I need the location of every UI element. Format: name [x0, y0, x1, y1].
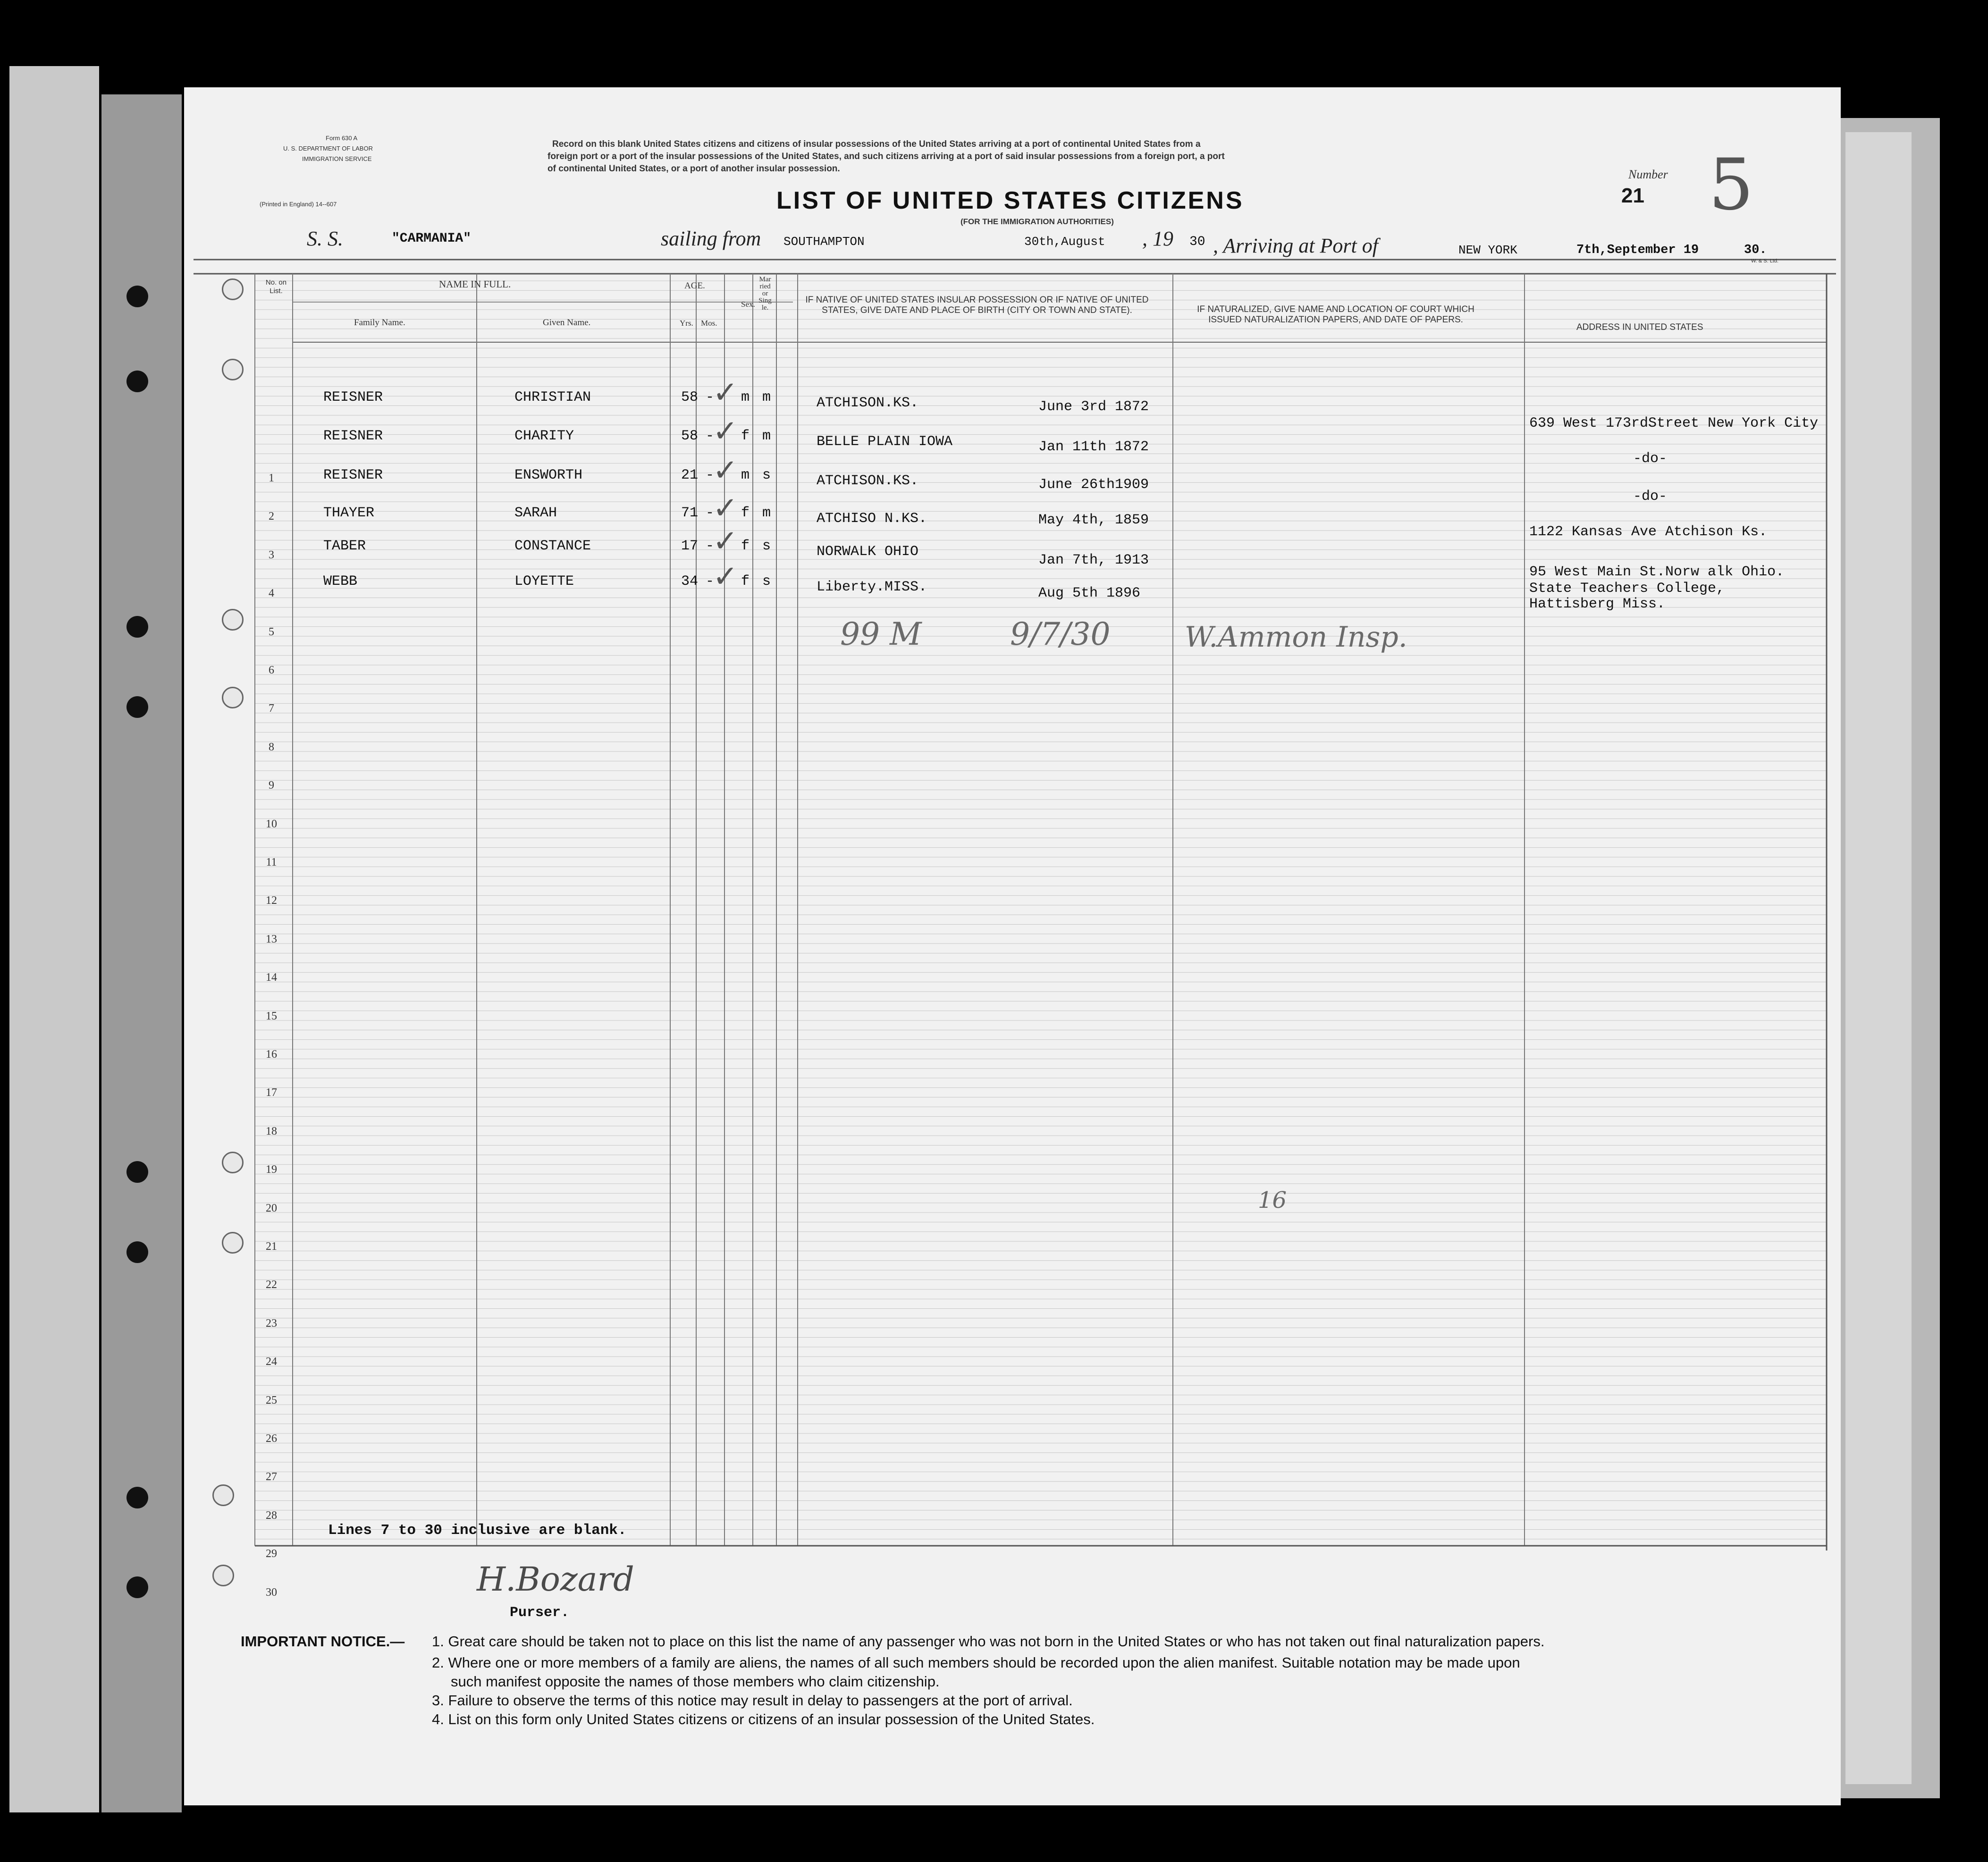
row-number: 28	[266, 1509, 277, 1522]
row-number: 12	[266, 894, 277, 907]
birthplace: Liberty.MISS.	[817, 579, 927, 595]
family-name: REISNER	[323, 389, 383, 405]
instructions-line-3: of continental United States, or a port of another insular possession.	[548, 164, 840, 174]
marital-status: m	[762, 428, 771, 444]
col-no: No. on List.	[265, 278, 287, 295]
number-handwritten: 5	[1709, 144, 1754, 226]
sailing-label: sailing from	[661, 227, 761, 250]
age-years: 71	[681, 505, 699, 521]
row-number: 27	[266, 1471, 277, 1483]
family-name: TABER	[323, 538, 366, 554]
page-stack-right-inner	[1845, 132, 1912, 1784]
marital-status: m	[762, 389, 771, 405]
birth-date: May 4th, 1859	[1038, 512, 1149, 528]
address-line-4: -do-	[1633, 489, 1668, 505]
row-number: 2	[269, 510, 274, 523]
binder-hole	[126, 1487, 148, 1508]
binder-inner	[101, 94, 182, 1812]
manifest-page	[184, 87, 1841, 1805]
age-months: -	[706, 467, 715, 483]
arrival-date: 7th,September 19	[1576, 243, 1699, 257]
address-line-6: 95 West Main St.Norw alk Ohio.	[1529, 564, 1785, 580]
punch-ring	[222, 609, 244, 631]
handwritten-sixteen: 16	[1258, 1187, 1287, 1213]
age-months: -	[706, 505, 715, 521]
row-number: 17	[266, 1087, 277, 1099]
row-number: 19	[266, 1163, 277, 1176]
sex: f	[741, 505, 750, 521]
family-name: REISNER	[323, 467, 383, 483]
row-number: 15	[266, 1010, 277, 1022]
col-yrs: Yrs.	[680, 319, 693, 328]
purser-label: Purser.	[510, 1605, 570, 1621]
sail-year: 30	[1189, 235, 1205, 249]
row-number: 3	[269, 548, 274, 561]
col-mos: Mos.	[701, 319, 717, 328]
punch-ring	[222, 687, 244, 708]
sex: f	[741, 538, 750, 554]
form-number: Form 630 A	[326, 135, 358, 142]
binder-hole	[126, 1576, 148, 1598]
number-printed: 21	[1621, 184, 1644, 207]
ss-label: S. S.	[307, 227, 343, 250]
address-line-2: 639 West 173rdStreet New York City	[1529, 415, 1819, 431]
age-years: 17	[681, 538, 699, 554]
birthplace: ATCHISON.KS.	[817, 395, 919, 411]
row-number: 26	[266, 1432, 277, 1445]
notice-item-4: 4. List on this form only United States citizens or citizens of an insular possession of the United States.	[432, 1711, 1095, 1727]
age-years: 58	[681, 428, 699, 444]
birth-date: Jan 11th 1872	[1038, 439, 1149, 455]
birth-date: June 26th1909	[1038, 477, 1149, 493]
age-months: -	[706, 428, 715, 444]
age-years: 58	[681, 389, 699, 405]
notice-heading: IMPORTANT NOTICE.—	[241, 1633, 405, 1650]
punch-ring	[222, 359, 244, 380]
ws-ltd: W. & S. Ltd.	[1751, 258, 1779, 264]
given-name: ENSWORTH	[514, 467, 583, 483]
col-address: ADDRESS IN UNITED STATES	[1576, 322, 1703, 332]
row-number: 25	[266, 1394, 277, 1407]
marital-status: m	[762, 505, 771, 521]
row-number: 8	[269, 741, 274, 753]
notice-item-2: 2. Where one or more members of a family are aliens, the names of all such members should be recorded upon the alien manifest. Suitable notation may be made upon	[432, 1654, 1520, 1671]
col-native: IF NATIVE OF UNITED STATES INSULAR POSSESSION OR IF NATIVE OF UNITED STATES, GIVE DATE AND PLACE OF BIRTH (CITY OR TOWN AND STATE).	[805, 295, 1149, 315]
birthplace: BELLE PLAIN IOWA	[817, 434, 953, 450]
birthplace: ATCHISO N.KS.	[817, 511, 927, 527]
binder-hole	[126, 286, 148, 307]
page-subtitle: (FOR THE IMMIGRATION AUTHORITIES)	[960, 217, 1114, 226]
handwritten-code: 99 M	[840, 616, 922, 652]
row-number: 7	[269, 702, 274, 715]
family-name: REISNER	[323, 428, 383, 444]
check-mark-icon: ✓	[713, 453, 738, 488]
address-extra-1: State Teachers College,	[1529, 581, 1725, 597]
row-number: 20	[266, 1202, 277, 1214]
instructions-line-1: Record on this blank United States citizens and citizens of insular possessions of the United States arriving at a port of continental United States from a	[552, 139, 1201, 149]
sex: f	[741, 428, 750, 444]
check-mark-icon: ✓	[713, 414, 738, 449]
binder-hole	[126, 371, 148, 392]
binder-hole	[126, 696, 148, 718]
check-mark-icon: ✓	[713, 559, 738, 594]
given-name: SARAH	[514, 505, 557, 521]
row-number: 13	[266, 933, 277, 945]
handwritten-date: 9/7/30	[1010, 616, 1111, 652]
row-number: 6	[269, 664, 274, 676]
arrival-year: 30.	[1744, 243, 1767, 257]
age-years: 34	[681, 573, 699, 590]
service: IMMIGRATION SERVICE	[302, 155, 372, 162]
birthplace: NORWALK OHIO	[817, 544, 919, 560]
address-line-5: 1122 Kansas Ave Atchison Ks.	[1529, 524, 1768, 540]
punch-ring	[222, 1232, 244, 1254]
check-mark-icon: ✓	[713, 375, 738, 410]
col-naturalized: IF NATURALIZED, GIVE NAME AND LOCATION OF COURT WHICH ISSUED NATURALIZATION PAPERS, AND DATE OF PAPERS.	[1197, 304, 1474, 325]
notice-item-1: 1. Great care should be taken not to place on this list the name of any passenger who was not born in the United States or who has not taken out final naturalization papers.	[432, 1633, 1545, 1650]
age-years: 21	[681, 467, 699, 483]
row-number: 9	[269, 779, 274, 792]
ruled-lines	[184, 87, 1841, 1805]
row-number: 16	[266, 1048, 277, 1061]
punch-ring	[212, 1484, 234, 1506]
row-number: 5	[269, 625, 274, 638]
row-number: 21	[266, 1240, 277, 1253]
sex: f	[741, 573, 750, 590]
row-number: 1	[269, 472, 274, 484]
age-months: -	[706, 389, 715, 405]
row-number: 29	[266, 1548, 277, 1560]
col-family-name: Family Name.	[354, 318, 405, 328]
address-extra-2: Hattisberg Miss.	[1529, 596, 1666, 612]
birthplace: ATCHISON.KS.	[817, 473, 919, 489]
row-number: 18	[266, 1125, 277, 1137]
instructions-line-2: foreign port or a port of the insular possessions of the United States, and such citizens arriving at a port of said insular possessions from a foreign port, a port	[548, 152, 1225, 161]
age-months: -	[706, 573, 715, 590]
row-number: 24	[266, 1356, 277, 1368]
row-number: 23	[266, 1317, 277, 1330]
col-name-in-full: NAME IN FULL.	[439, 278, 511, 290]
row-number: 14	[266, 971, 277, 984]
year-prefix: , 19	[1142, 227, 1173, 250]
marital-status: s	[762, 538, 771, 554]
family-name: WEBB	[323, 573, 358, 590]
sail-date: 30th,August	[1024, 235, 1105, 249]
inspector-signature: W.Ammon Insp.	[1185, 621, 1407, 654]
arriving-label: , Arriving at Port of	[1213, 234, 1378, 257]
purser-signature: H.Bozard	[477, 1560, 634, 1599]
row-number: 11	[266, 856, 277, 868]
family-name: THAYER	[323, 505, 375, 521]
ship-name: "CARMANIA"	[392, 231, 472, 246]
punch-ring	[222, 1152, 244, 1173]
from-port: SOUTHAMPTON	[783, 235, 865, 249]
given-name: CONSTANCE	[514, 538, 591, 554]
col-age: AGE.	[684, 281, 705, 291]
col-married: Married or Single.	[758, 276, 772, 312]
check-mark-icon: ✓	[713, 491, 738, 526]
page-title: LIST OF UNITED STATES CITIZENS	[776, 187, 1244, 214]
given-name: CHRISTIAN	[514, 389, 591, 405]
binder-left	[9, 66, 99, 1812]
binder-hole	[126, 1161, 148, 1183]
department: U. S. DEPARTMENT OF LABOR	[283, 145, 373, 152]
marital-status: s	[762, 467, 771, 483]
check-mark-icon: ✓	[713, 524, 738, 559]
row-number: 30	[266, 1586, 277, 1599]
given-name: LOYETTE	[514, 573, 574, 590]
arrival-port: NEW YORK	[1458, 243, 1517, 257]
row-number: 10	[266, 817, 277, 830]
notice-item-3: 3. Failure to observe the terms of this notice may result in delay to passengers at the port of arrival.	[432, 1692, 1073, 1709]
binder-hole	[126, 616, 148, 638]
birth-date: June 3rd 1872	[1038, 399, 1149, 415]
birth-date: Aug 5th 1896	[1038, 585, 1141, 601]
punch-ring	[212, 1565, 234, 1586]
printed-note: (Printed in England) 14--607	[260, 201, 337, 208]
row-number: 22	[266, 1279, 277, 1291]
marital-status: s	[762, 573, 771, 590]
col-sex: Sex.	[741, 300, 755, 309]
notice-item-2-cont: such manifest opposite the names of those members who claim citizenship.	[451, 1673, 940, 1690]
birth-date: Jan 7th, 1913	[1038, 552, 1149, 568]
blank-lines-note: Lines 7 to 30 inclusive are blank.	[328, 1522, 627, 1539]
binder-hole	[126, 1241, 148, 1263]
col-given-name: Given Name.	[543, 318, 591, 328]
sex: m	[741, 467, 750, 483]
address-line-3: -do-	[1633, 451, 1668, 467]
age-months: -	[706, 538, 715, 554]
given-name: CHARITY	[514, 428, 574, 444]
sex: m	[741, 389, 750, 405]
punch-ring	[222, 278, 244, 300]
number-label: Number	[1628, 168, 1668, 181]
row-number: 4	[269, 587, 274, 600]
